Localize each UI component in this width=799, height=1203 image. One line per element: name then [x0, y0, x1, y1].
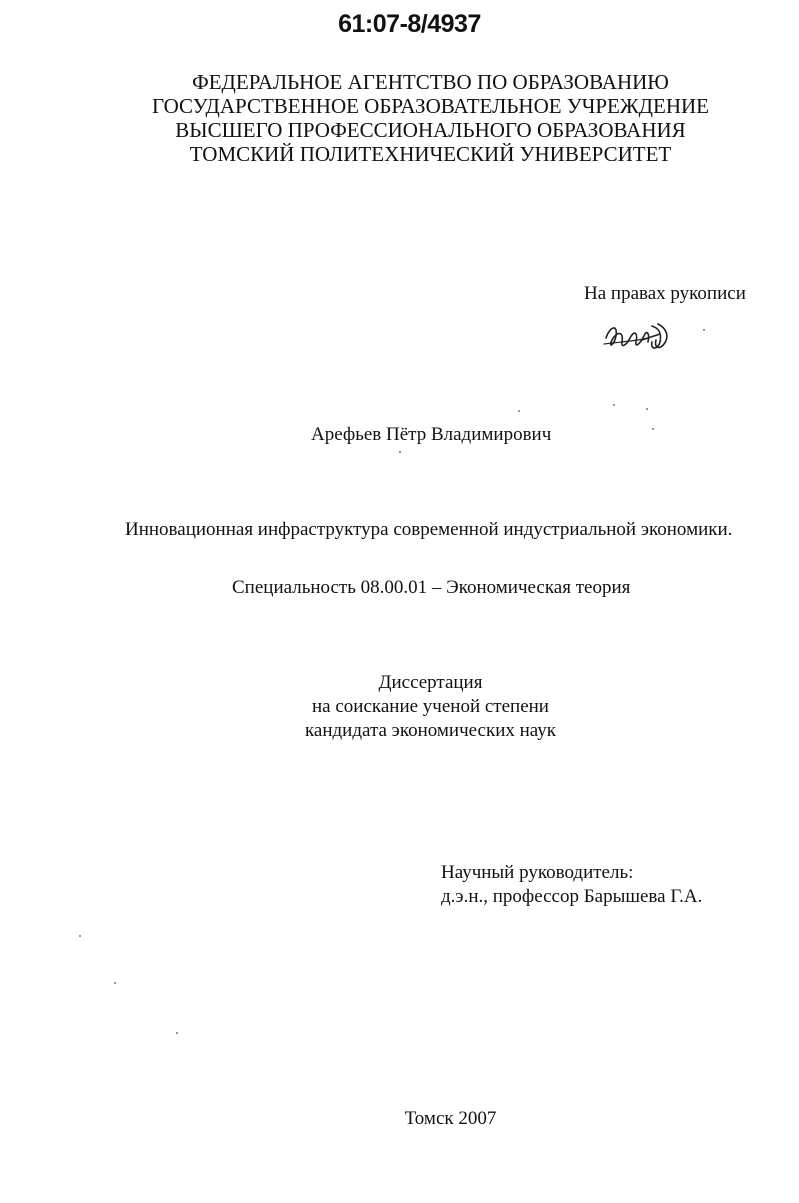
supervisor-name: д.э.н., профессор Барышева Г.А.	[441, 886, 703, 907]
dissertation-title: Инновационная инфраструктура современной индустриальной экономики.	[125, 519, 733, 540]
scan-speck	[652, 428, 654, 430]
scan-speck	[613, 404, 615, 406]
author-name: Арефьев Пётр Владимирович	[311, 424, 552, 445]
scan-speck	[518, 410, 520, 412]
scan-speck	[176, 1032, 178, 1034]
supervisor-block	[441, 861, 702, 909]
supervisor-label: Научный руководитель:	[441, 862, 634, 883]
rights-note: На правах рукописи	[584, 283, 746, 304]
organization-line: ВЫСШЕГО ПРОФЕССИОНАЛЬНОГО ОБРАЗОВАНИЯ	[175, 118, 686, 142]
scan-speck	[703, 329, 705, 331]
archive-code: 61:07-8/4937	[338, 10, 481, 38]
place-year: Томск 2007	[404, 1108, 497, 1129]
degree-statement	[0, 671, 799, 743]
degree-line: Диссертация	[378, 672, 483, 693]
organization-header	[0, 70, 799, 166]
scan-speck	[79, 935, 81, 937]
handwritten-signature	[602, 318, 674, 356]
specialty: Специальность 08.00.01 – Экономическая теория	[232, 577, 631, 598]
organization-line: ТОМСКИЙ ПОЛИТЕХНИЧЕСКИЙ УНИВЕРСИТЕТ	[189, 142, 672, 166]
degree-line: кандидата экономических наук	[304, 720, 557, 741]
organization-line: ГОСУДАРСТВЕННОЕ ОБРАЗОВАТЕЛЬНОЕ УЧРЕЖДЕНИЕ	[152, 94, 709, 118]
scan-speck	[114, 982, 116, 984]
scan-speck	[399, 451, 401, 453]
scan-speck	[646, 408, 648, 410]
organization-line: ФЕДЕРАЛЬНОЕ АГЕНТСТВО ПО ОБРАЗОВАНИЮ	[192, 70, 669, 94]
degree-line: на соискание ученой степени	[312, 696, 549, 717]
